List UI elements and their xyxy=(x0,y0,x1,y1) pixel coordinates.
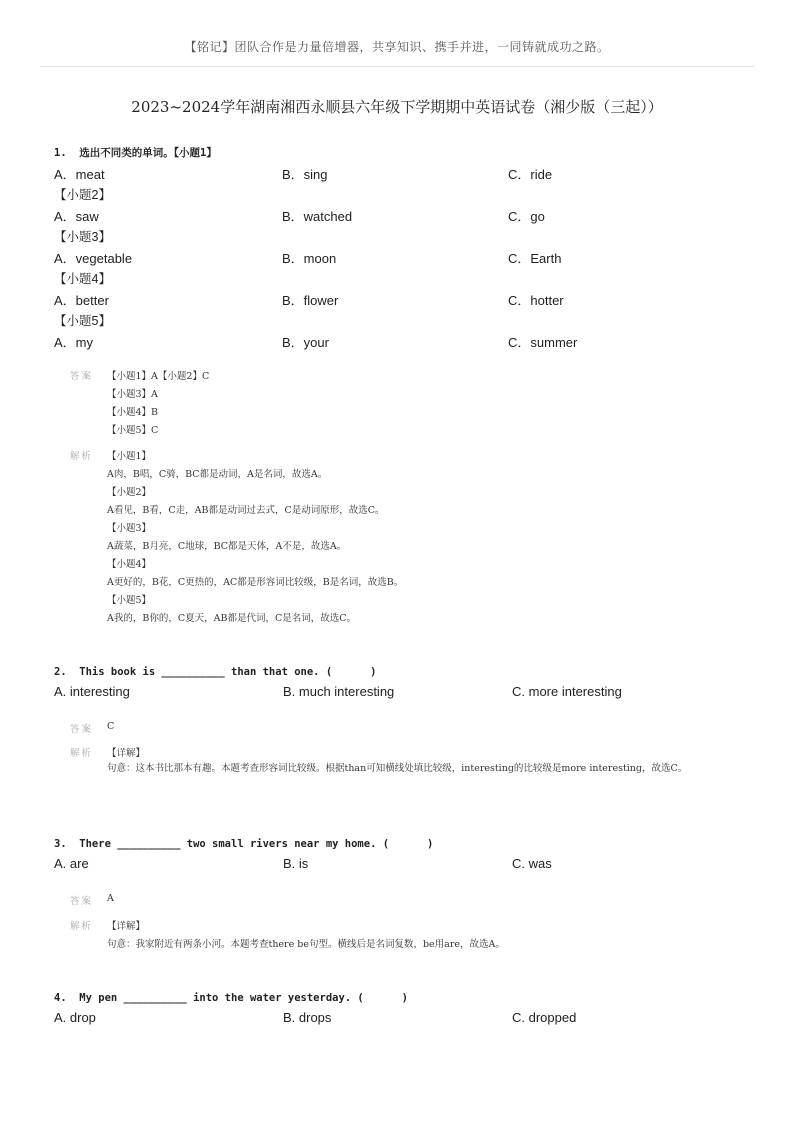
q1-4-option-c: C．hotter xyxy=(508,293,564,308)
q1-analysis-line: 【小题4】 xyxy=(107,559,152,570)
q1-3-label: 【小题3】 xyxy=(54,230,111,244)
q1-answer-line: 【小题4】B xyxy=(107,407,159,418)
q1-3-option-a: A．vegetable xyxy=(54,251,133,266)
q1-answer-label: 答案 xyxy=(70,371,94,382)
q2-option-b: B. much interesting xyxy=(283,684,395,699)
header-divider xyxy=(40,66,754,67)
question-3-title: 3. There __________ two small rivers near my home. ( ) xyxy=(54,838,434,850)
q1-2-option-c: C．go xyxy=(508,209,545,224)
q1-analysis-line: A蔬菜，B月亮，C地球，BC都是天体，A不是，故选A。 xyxy=(107,541,347,552)
q4-option-b: B. drops xyxy=(283,1010,332,1025)
q3-option-b: B. is xyxy=(283,856,309,871)
q1-4-option-a: A．better xyxy=(54,293,109,308)
q1-3-option-b: B．moon xyxy=(282,251,337,266)
q3-analysis-head: 【详解】 xyxy=(107,921,146,932)
q1-2-option-a: A．saw xyxy=(54,209,99,224)
q1-5-option-c: C．summer xyxy=(508,335,578,350)
q1-analysis-line: A肉，B唱，C骑，BC都是动词，A是名词，故选A。 xyxy=(107,469,328,480)
q1-2-option-b: B．watched xyxy=(282,209,353,224)
q2-analysis-head: 【详解】 xyxy=(107,748,146,759)
q1-analysis-line: 【小题2】 xyxy=(107,487,152,498)
q4-option-a: A. drop xyxy=(54,1010,96,1025)
q1-analysis-line: 【小题1】 xyxy=(107,451,152,462)
question-1-title: 1. 选出不同类的单词。【小题1】 xyxy=(54,147,217,159)
q1-4-label: 【小题4】 xyxy=(54,272,111,286)
q1-analysis-label: 解析 xyxy=(70,451,94,462)
q3-analysis-label: 解析 xyxy=(70,921,94,932)
q3-option-a: A. are xyxy=(54,856,89,871)
q1-3-option-c: C．Earth xyxy=(508,251,562,266)
question-4-title: 4. My pen __________ into the water yesterday. ( ) xyxy=(54,992,409,1004)
q1-analysis-line: A更好的，B花，C更热的，AC都是形容词比较级，B是名词，故选B。 xyxy=(107,577,404,588)
q1-analysis-line: 【小题3】 xyxy=(107,523,152,534)
q1-5-label: 【小题5】 xyxy=(54,314,111,328)
q1-1-option-c: C．ride xyxy=(508,167,553,182)
q1-answer-line: 【小题3】A xyxy=(107,389,158,400)
q4-option-c: C. dropped xyxy=(512,1010,577,1025)
header-motto: 【铭记】团队合作是力量倍增器，共享知识、携手并进，一同铸就成功之路。 xyxy=(184,40,610,54)
q1-answer-line: 【小题1】A【小题2】C xyxy=(107,371,210,382)
q2-analysis-body: 句意：这本书比那本有趣。本题考查形容词比较级。根据than可知横线处填比较级，interesting的比较级是more interesting，故选C。 xyxy=(107,763,688,774)
page-title: 2023~2024学年湖南湘西永顺县六年级下学期期中英语试卷（湘少版（三起）） xyxy=(131,98,663,116)
q1-5-option-b: B．your xyxy=(282,335,329,350)
q1-analysis-line: A我的，B你的，C夏天，AB都是代词，C是名词，故选C。 xyxy=(107,613,356,624)
q1-1-option-a: A．meat xyxy=(54,167,105,182)
q1-4-option-b: B．flower xyxy=(282,293,339,308)
q3-option-c: C. was xyxy=(512,856,552,871)
q2-analysis-label: 解析 xyxy=(70,748,94,759)
q1-1-option-b: B．sing xyxy=(282,167,328,182)
q2-option-c: C. more interesting xyxy=(512,684,622,699)
q2-answer: C xyxy=(107,721,115,732)
question-2-title: 2. This book is __________ than that one. ( ) xyxy=(54,666,377,678)
q1-answer-line: 【小题5】C xyxy=(107,425,159,436)
q2-option-a: A. interesting xyxy=(54,684,130,699)
q1-analysis-line: A看见，B看，C走，AB都是动词过去式，C是动词原形，故选C。 xyxy=(107,505,385,516)
q3-answer-label: 答案 xyxy=(70,896,94,907)
q1-2-label: 【小题2】 xyxy=(54,188,111,202)
q1-analysis-line: 【小题5】 xyxy=(107,595,152,606)
q2-answer-label: 答案 xyxy=(70,724,94,735)
q1-5-option-a: A．my xyxy=(54,335,94,350)
q3-answer: A xyxy=(107,893,114,904)
q3-analysis-body: 句意：我家附近有两条小河。本题考查there be句型。横线后是名词复数，be用are，故选A。 xyxy=(107,939,505,950)
